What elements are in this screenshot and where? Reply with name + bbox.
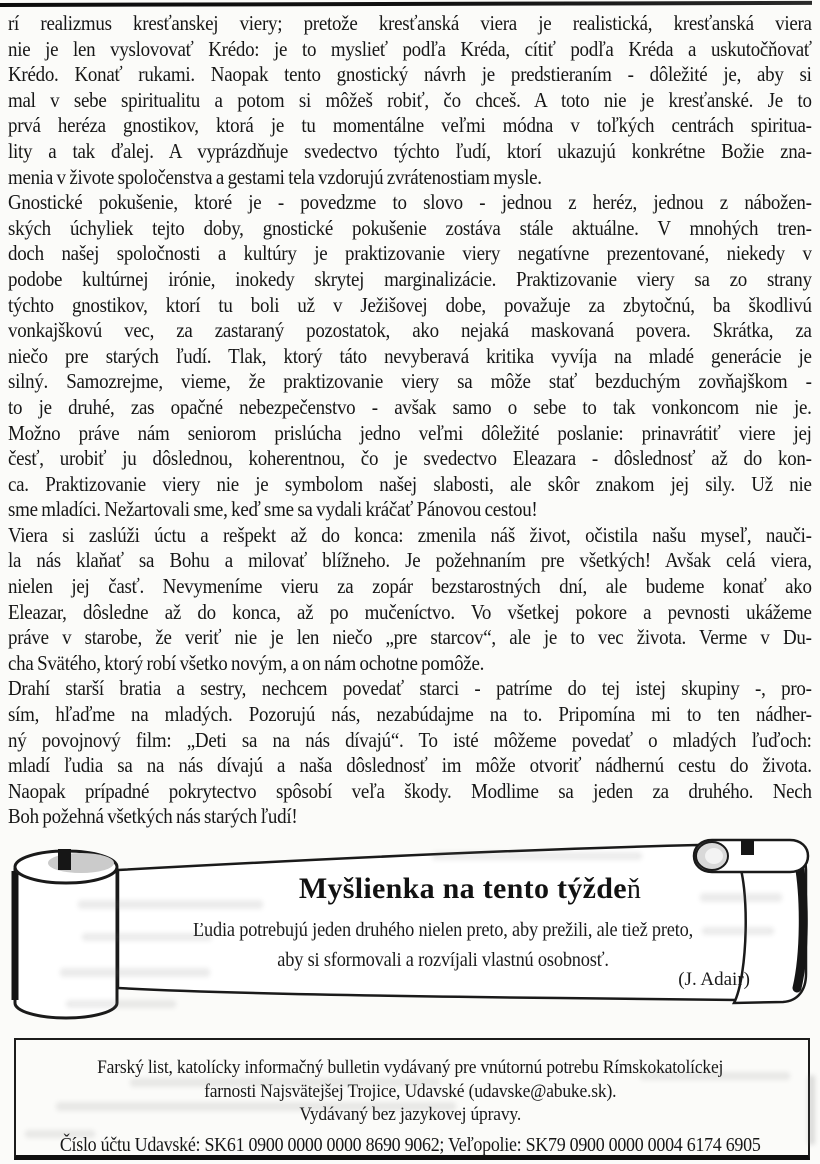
text-line: niečo pre starých ľudí. Tlak, ktorý táto nevyberavá kritika vyvíja na mladé generácie je [8,343,812,368]
imprint-text [16,1056,804,1157]
text-line: nielen jej časť. Nevymeníme vieru za zopár bezstarostných dní, ale budeme konať ako [8,574,812,599]
text-line: Vydávaný bez jazykovej úpravy. [299,1104,522,1125]
text-line: Možno práve nám seniorom prislúcha jedno veľmi dôležité poslanie: prinavrátiť viere jej [8,420,812,445]
text-line: ských úchyliek tejto doby, gnostické pokušenie zostáva stále aktuálne. V mnohých tren- [8,215,812,240]
text-line: mal v sebe spiritualitu a potom si môžeš robiť, čo chceš. A toto nie je kresťanské. Je to [8,87,812,112]
scroll-title [160,872,780,906]
text-line: Gnostické pokušenie, ktoré je - povedzme to slovo - jednou z heréz, jednou z nábožen- [8,190,812,215]
text-line: rí realizmus kresťanskej viery; pretože kresťanská viera je realistická, kresťanská viera [8,11,812,35]
text-line: doch našej spoločnosti a kultúry je praktizovanie viery negatívne prezentované, niekedy v [8,241,812,266]
scroll-title-main: Myšlienka na tento týžde [298,872,627,905]
text-line: Krédo. Konať rukami. Naopak tento gnostický návrh je predstieraním - dôležité je, aby si [8,62,812,87]
text-line: Farský list, katolícky informačný bulletin vydávaný pre vnútornú potrebu Rímskokatolíckej [97,1057,724,1078]
text-line: Drahí starší bratia a sestry, nechcem povedať starci - patríme do tej istej skupiny -, pro- [8,676,812,701]
text-line: sme mladíci. Nežartovali sme, keď sme sa vydali kráčať Pánovou cestou! [8,497,538,522]
text-line: Boh požehná všetkých nás starých ľudí! [8,804,298,829]
left-roll [15,849,117,1018]
article-body [8,11,812,830]
text-line: týchto gnostikov, ktorí tu boli už v Ježišovej dobe, považuje za zbytočnú, ba škodlivú [8,292,812,317]
text-line: ca. Praktizovanie viery nie je symbolom našej slabosti, ale skôr znakom jej sily. Už nie [8,471,812,496]
scroll-quote [130,916,756,976]
paragraph [8,676,812,830]
text-line: Ľudia potrebujú jeden druhého nielen preto, aby prežili, ale tiež preto, [193,920,694,941]
paragraph [8,190,812,523]
text-line: menia v živote spoločenstva a gestami tela vzdorujú zvrátenostiam mysle. [8,164,542,189]
text-line: podobe kultúrnej irónie, inokedy skrytej marginalizácie. Praktizovanie viery sa zo strany [8,266,812,291]
text-line: vonkajškovú vec, za zastaraný pozostatok, ako nejaká maskovaná povera. Skrátka, za [8,318,812,343]
top-scan-rule [0,1,812,7]
paragraph [8,523,812,677]
scroll-title-tail: ň [626,874,642,905]
text-line: silný. Samozrejme, vieme, že praktizovanie viery sa môže stať bezduchým zovňajškom - [8,369,812,394]
text-line: prvá heréza gnostikov, ktorá je tu momentálne veľmi módna v toľkých centrách spiritua- [8,113,812,138]
text-line: sím, hľaďme na mladých. Pozorujú nás, nezabúdajme na to. Pripomína mi to ten nádher- [8,702,812,727]
quote-attribution: (J. Adair) [678,969,750,990]
text-line: ný povojnový film: „Deti sa na nás dívajú“. To isté môžeme povedať o mladých ľuďoch: [8,727,812,752]
text-line: lity a tak ďalej. A vyprázdňuje svedectvo týchto ľudí, ktorí ukazujú konkrétne Božie zna- [8,138,812,163]
text-line: Viera si zaslúži úctu a rešpekt až do konca: zmenila náš život, očistila našu myseľ, nauči- [8,522,812,547]
text-line: farnosti Najsvätejšej Trojice, Udavské (udavske@abuke.sk). [204,1080,617,1102]
text-line: cha Svätého, ktorý robí všetko novým, a on nám ochotne pomôže. [8,650,485,675]
text-line: aby si sformovali a rozvíjali vlastnú osobnosť. [277,950,609,971]
text-line: Naopak prípadné pokrytectvo spôsobí veľa škody. Modlime sa jeden za druhého. Nech [8,778,812,803]
paragraph [8,11,812,190]
text-line: la nás klaňať sa Bohu a milovať blížneho. Je požehnaním pre všetkých! Avšak celá viera, [8,548,812,573]
text-line: to je druhé, zas opačné nebezpečenstvo - avšak samo o sebe to tak vonkoncom nie je. [8,394,812,419]
text-line: Eleazar, dôsledne až do konca, až po mučeníctvo. Vo všetkej pokore a pevnosti ukážeme [8,599,812,624]
bank-account-line: Číslo účtu Udavské: SK61 0900 0000 0000 8690 9062; Veľopolie: SK79 0900 0000 0004 6174 6905 [59,1134,761,1156]
imprint-lines [16,1056,804,1127]
text-line: práve v starobe, že veriť nie je len niečo „pre starcov“, ale je to vec života. Verme v Du- [8,625,812,650]
text-line: mladí ľudia sa na nás dívajú a naša dôslednosť im môže otvoriť nádhernú cestu do života. [8,753,812,778]
text-line: česť, urobiť ju dôslednou, koherentnou, čo je svedectvo Eleazara - dôslednosť až do kon- [8,446,812,471]
text-line: nie je len vyslovovať Krédo: je to myslieť podľa Kréda, cítiť podľa Kréda a uskutočňovať [8,36,812,61]
imprint-box [14,1038,810,1160]
